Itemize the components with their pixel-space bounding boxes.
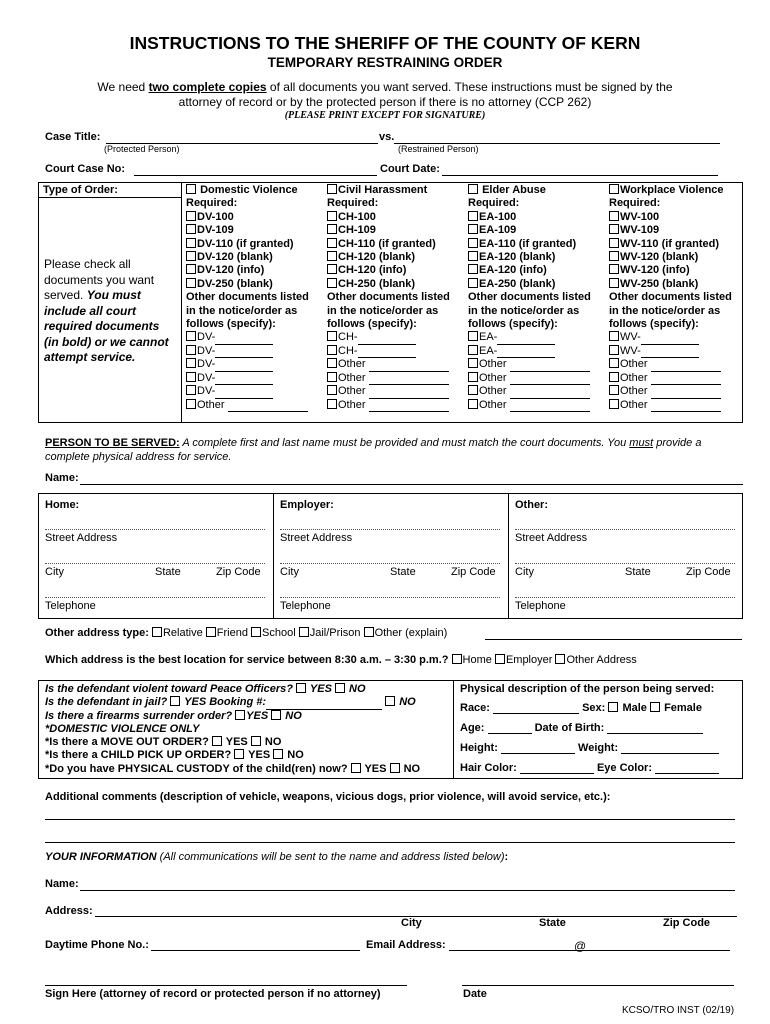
home-city-field[interactable] <box>45 563 265 564</box>
extra-doc[interactable]: WV- <box>609 345 732 358</box>
intro-line-2: attorney of record or by the protected person if there is no attorney (CCP 262) <box>178 95 592 109</box>
q-move-out: *Is there a MOVE OUT ORDER? YES NO <box>45 736 282 749</box>
your-name-field[interactable] <box>80 890 735 891</box>
doc-item[interactable]: CH-100 <box>327 211 450 224</box>
home-phone-label: Telephone <box>45 600 96 612</box>
best-home-option[interactable]: Home <box>452 654 492 666</box>
doc-item[interactable]: EA-109 <box>468 224 591 237</box>
doc-item[interactable]: DV-250 (blank) <box>186 278 309 291</box>
q-firearms: Is there a firearms surrender order? YES NO <box>45 709 302 722</box>
other-docs-label: Other documents listed <box>609 291 732 304</box>
doc-item[interactable]: DV-110 (if granted) <box>186 238 309 251</box>
extra-doc[interactable]: WV- <box>609 331 732 344</box>
other-docs-label: Other documents listed <box>327 291 450 304</box>
home-state-label: State <box>155 566 181 578</box>
age-field[interactable] <box>488 723 532 734</box>
your-address-label: Address: <box>45 905 93 917</box>
extra-doc[interactable]: DV- <box>186 372 309 385</box>
doc-item[interactable]: WV-100 <box>609 211 732 224</box>
page-title: INSTRUCTIONS TO THE SHERIFF OF THE COUNTY OF KERN <box>129 33 641 53</box>
order-table-divider <box>38 197 181 198</box>
doc-item[interactable]: EA-250 (blank) <box>468 278 591 291</box>
phone-label: Daytime Phone No.: <box>45 939 149 951</box>
court-case-no-label: Court Case No: <box>45 163 126 175</box>
home-title: Home: <box>45 499 80 511</box>
other-docs-label: in the notice/order as <box>609 304 721 317</box>
ch-title[interactable]: Civil Harassment <box>327 184 450 197</box>
ea-checkbox[interactable] <box>468 184 478 194</box>
other-city-label: City <box>515 566 534 578</box>
vs-label: vs. <box>379 131 395 143</box>
other-docs-label: in the notice/order as <box>468 304 580 317</box>
physical-height-weight: Height: Weight: <box>460 742 719 754</box>
served-name-label: Name: <box>45 472 79 484</box>
doc-item[interactable]: DV-120 (blank) <box>186 251 309 264</box>
doc-item[interactable]: CH-120 (blank) <box>327 251 450 264</box>
your-name-label: Name: <box>45 878 79 890</box>
court-case-no-field[interactable] <box>134 175 377 176</box>
doc-item[interactable]: CH-110 (if granted) <box>327 238 450 251</box>
q-violent: Is the defendant violent toward Peace Officers? YES NO <box>45 683 366 695</box>
ea-title[interactable]: Elder Abuse <box>468 184 591 197</box>
dv-checkbox[interactable] <box>186 184 196 194</box>
doc-item[interactable]: CH-250 (blank) <box>327 278 450 291</box>
employer-street-field[interactable] <box>280 529 500 530</box>
dv-title[interactable]: Domestic Violence <box>186 184 309 197</box>
employer-city-field[interactable] <box>280 563 500 564</box>
other-city-field[interactable] <box>515 563 735 564</box>
doc-item[interactable]: DV-109 <box>186 224 309 237</box>
employer-street-label: Street Address <box>280 532 353 544</box>
extra-doc[interactable]: Other <box>609 385 732 398</box>
other-explain-field[interactable] <box>485 639 742 640</box>
other-explain-option[interactable]: Other (explain) <box>364 627 448 639</box>
order-instructions: Please check all documents you want served. You must include all court required documents (in bold) or we cannot attempt service. <box>44 257 169 364</box>
doc-item[interactable]: EA-120 (info) <box>468 264 591 277</box>
extra-doc[interactable]: Other <box>327 358 450 371</box>
sign-label: Sign Here (attorney of record or protected person if no attorney) <box>45 988 381 1000</box>
your-zip-label: Zip Code <box>663 917 711 929</box>
court-date-field[interactable] <box>442 175 718 176</box>
questions-divider <box>453 680 454 779</box>
extra-doc[interactable]: EA- <box>468 345 591 358</box>
date-field[interactable] <box>462 985 734 986</box>
extra-doc[interactable]: DV- <box>186 385 309 398</box>
weight-field[interactable] <box>621 743 719 754</box>
protected-person-label: (Protected Person) <box>104 144 180 154</box>
extra-doc[interactable]: Other <box>609 399 732 412</box>
doc-item[interactable]: WV-109 <box>609 224 732 237</box>
doc-item[interactable]: DV-120 (info) <box>186 264 309 277</box>
other-state-label: State <box>625 566 651 578</box>
extra-doc[interactable]: Other <box>609 358 732 371</box>
height-field[interactable] <box>501 743 575 754</box>
address-divider <box>273 493 274 619</box>
order-column-wv <box>609 184 732 412</box>
best-location-row: Which address is the best location for service between 8:30 a.m. – 3:30 p.m.? Home Employer Other Address <box>45 654 637 666</box>
hair-field[interactable] <box>520 763 594 774</box>
home-street-field[interactable] <box>45 529 265 530</box>
doc-item[interactable]: WV-120 (blank) <box>609 251 732 264</box>
other-street-field[interactable] <box>515 529 735 530</box>
restrained-person-label: (Restrained Person) <box>398 144 479 154</box>
physical-hair-eye: Hair Color: Eye Color: <box>460 762 719 774</box>
extra-doc[interactable]: Other <box>327 372 450 385</box>
extra-doc[interactable]: Other <box>468 399 591 412</box>
relative-option[interactable]: Relative <box>152 627 203 639</box>
doc-item[interactable]: WV-250 (blank) <box>609 278 732 291</box>
q-jail: Is the defendant in jail? YES Booking #: NO <box>45 696 416 709</box>
your-info-heading: YOUR INFORMATION (All communications will be sent to the name and address listed below): <box>45 851 509 863</box>
date-label: Date <box>463 988 487 1000</box>
extra-doc[interactable]: DV- <box>186 331 309 344</box>
school-option[interactable]: School <box>251 627 296 639</box>
extra-doc[interactable]: Other <box>327 385 450 398</box>
required-label: Required: <box>609 197 661 210</box>
address-divider <box>508 493 509 619</box>
best-other-option[interactable]: Other Address <box>555 654 636 666</box>
eye-field[interactable] <box>655 763 719 774</box>
extra-doc[interactable]: DV- <box>186 345 309 358</box>
extra-doc[interactable]: CH- <box>327 345 450 358</box>
order-column-ea <box>468 184 591 412</box>
extra-doc[interactable]: Other <box>327 399 450 412</box>
doc-item[interactable]: EA-120 (blank) <box>468 251 591 264</box>
other-docs-label: in the notice/order as <box>327 304 439 317</box>
jail-option[interactable]: Jail/Prison <box>299 627 361 639</box>
other-zip-label: Zip Code <box>686 566 731 578</box>
doc-item[interactable]: CH-120 (info) <box>327 264 450 277</box>
employer-city-label: City <box>280 566 299 578</box>
race-field[interactable] <box>493 703 579 714</box>
other-phone-label: Telephone <box>515 600 566 612</box>
wv-checkbox[interactable] <box>609 184 619 194</box>
other-address-type-row: Other address type: Relative Friend School Jail/Prison Other (explain) <box>45 627 448 639</box>
other-docs-label: in the notice/order as <box>186 304 298 317</box>
type-of-order-label: Type of Order: <box>43 184 118 196</box>
required-label: Required: <box>468 197 520 210</box>
home-zip-label: Zip Code <box>216 566 261 578</box>
other-title: Other: <box>515 499 548 511</box>
extra-doc[interactable]: Other <box>468 372 591 385</box>
signature-field[interactable] <box>45 985 407 986</box>
your-city-label: City <box>401 917 422 929</box>
order-table-vdivider <box>181 182 182 423</box>
other-docs-label: follows (specify): <box>609 318 699 331</box>
extra-doc[interactable]: CH- <box>327 331 450 344</box>
order-column-ch <box>327 184 450 412</box>
doc-item[interactable]: WV-110 (if granted) <box>609 238 732 251</box>
doc-item[interactable]: EA-110 (if granted) <box>468 238 591 251</box>
extra-doc[interactable]: Other <box>609 372 732 385</box>
doc-item[interactable]: CH-109 <box>327 224 450 237</box>
address-table <box>38 493 743 619</box>
comments-line-1[interactable] <box>45 819 735 820</box>
other-phone-field[interactable] <box>515 597 735 598</box>
other-docs-label: follows (specify): <box>468 318 558 331</box>
served-name-field[interactable] <box>80 484 743 485</box>
email-label: Email Address: <box>366 939 446 951</box>
print-note: (PLEASE PRINT EXCEPT FOR SIGNATURE) <box>284 110 486 121</box>
email-field[interactable] <box>449 950 730 951</box>
extra-doc[interactable]: Other <box>186 399 309 412</box>
other-docs-label: follows (specify): <box>186 318 276 331</box>
physical-heading: Physical description of the person being served: <box>460 683 715 695</box>
employer-title: Employer: <box>280 499 334 511</box>
comments-label: Additional comments (description of vehicle, weapons, vicious dogs, prior violence, will avoid service, etc.): <box>45 791 611 803</box>
page-subtitle: TEMPORARY RESTRAINING ORDER <box>267 55 503 70</box>
court-date-label: Court Date: <box>380 163 440 175</box>
wv-title[interactable]: Workplace Violence <box>609 184 732 197</box>
your-state-label: State <box>539 917 566 929</box>
physical-age-dob: Age: Date of Birth: <box>460 722 703 734</box>
doc-item[interactable]: DV-100 <box>186 211 309 224</box>
dv-only-heading: *DOMESTIC VIOLENCE ONLY <box>45 722 200 735</box>
physical-race-sex: Race: Sex: Male Female <box>460 702 702 714</box>
intro-line-1: We need two complete copies of all documents you want served. These instructions must be signed by the <box>97 80 673 94</box>
other-docs-label: Other documents listed <box>468 291 591 304</box>
employer-state-label: State <box>390 566 416 578</box>
employer-phone-field[interactable] <box>280 597 500 598</box>
extra-doc[interactable]: EA- <box>468 331 591 344</box>
employer-phone-label: Telephone <box>280 600 331 612</box>
best-employer-option[interactable]: Employer <box>495 654 552 666</box>
phone-field[interactable] <box>151 950 360 951</box>
doc-item[interactable]: WV-120 (info) <box>609 264 732 277</box>
required-label: Required: <box>186 197 238 210</box>
required-label: Required: <box>327 197 379 210</box>
other-street-label: Street Address <box>515 532 588 544</box>
dob-field[interactable] <box>607 723 703 734</box>
questions-list <box>45 683 420 776</box>
friend-option[interactable]: Friend <box>206 627 248 639</box>
q-child-pickup: *Is there a CHILD PICK UP ORDER? YES NO <box>45 749 304 762</box>
employer-zip-label: Zip Code <box>451 566 496 578</box>
home-phone-field[interactable] <box>45 597 265 598</box>
q-custody: *Do you have PHYSICAL CUSTODY of the child(ren) now? YES NO <box>45 762 421 775</box>
form-id: KCSO/TRO INST (02/19) <box>622 1005 735 1016</box>
at-sign: @ <box>574 939 587 953</box>
other-docs-label: follows (specify): <box>327 318 417 331</box>
comments-line-2[interactable] <box>45 842 735 843</box>
order-column-dv <box>186 184 309 412</box>
extra-doc[interactable]: Other <box>468 358 591 371</box>
home-street-label: Street Address <box>45 532 118 544</box>
other-docs-label: Other documents listed <box>186 291 309 304</box>
extra-doc[interactable]: Other <box>468 385 591 398</box>
case-title-label: Case Title: <box>45 131 101 143</box>
home-city-label: City <box>45 566 64 578</box>
ch-checkbox[interactable] <box>327 184 337 194</box>
served-note: PERSON TO BE SERVED: A complete first and last name must be provided and must match the court documents. You must provide a complete physical address for service. <box>45 437 702 463</box>
extra-doc[interactable]: DV- <box>186 358 309 371</box>
doc-item[interactable]: EA-100 <box>468 211 591 224</box>
